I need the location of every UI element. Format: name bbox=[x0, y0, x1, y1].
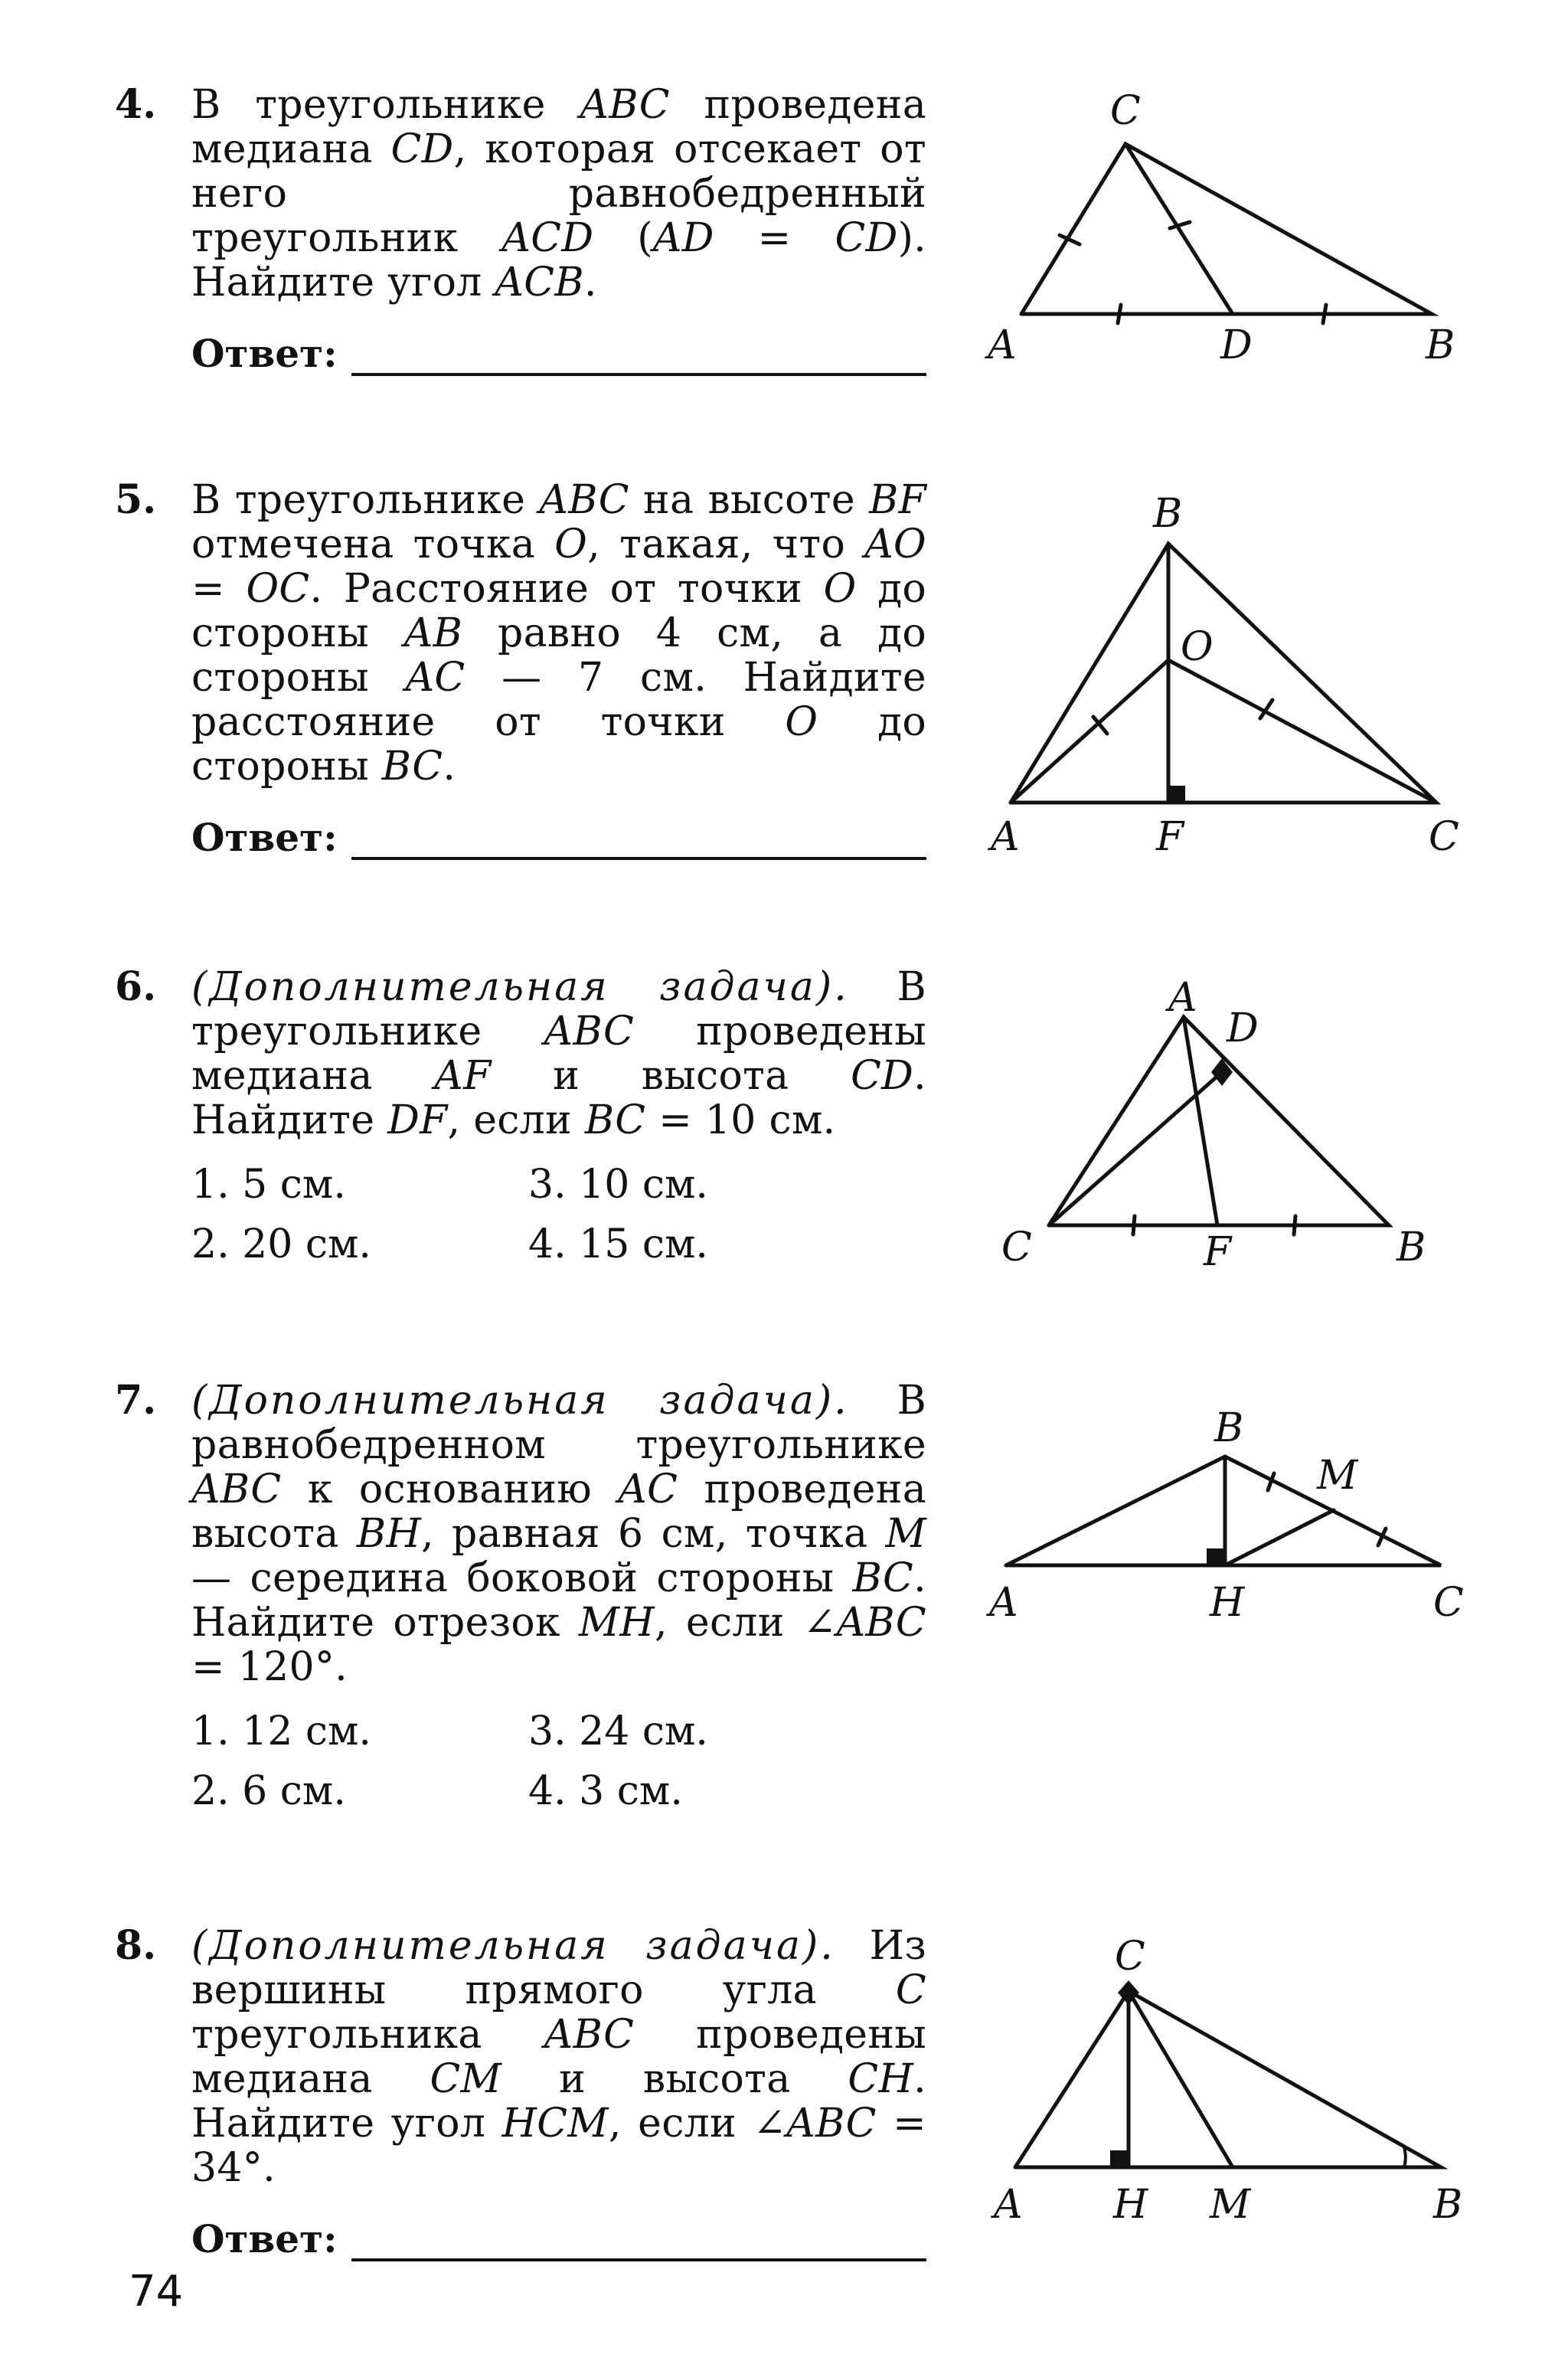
label-H: H bbox=[1113, 2182, 1148, 2228]
problem-number: 6. bbox=[115, 963, 157, 1010]
answer-label: Ответ: bbox=[191, 331, 338, 376]
problem-number: 8. bbox=[115, 1922, 157, 1969]
label-A: A bbox=[1168, 975, 1197, 1021]
answer-field[interactable] bbox=[191, 2216, 926, 2261]
problem-text: В треугольнике ABC на высоте BF отмечена точка O, такая, что AO = OC. Расстояние от точки O до стороны AB равно 4 см, а до стороны AC — 7 см. Найдите расстояние от точки O до стороны BC. bbox=[191, 477, 927, 790]
answer-line[interactable] bbox=[351, 823, 926, 860]
label-A: A bbox=[991, 814, 1020, 860]
problem-text: В треугольнике ABC проведена медиана CD, которая отсекает от него равнобедренный треугольник ACD (AD = CD). Найдите угол ACB. bbox=[191, 82, 927, 306]
label-C: C bbox=[1433, 1580, 1464, 1626]
label-H: H bbox=[1210, 1580, 1245, 1626]
figure-4 bbox=[972, 84, 1508, 375]
extra-task-label: (Дополнительная задача). bbox=[191, 1923, 835, 1969]
page-number: 74 bbox=[129, 2267, 184, 2317]
label-B: B bbox=[1214, 1405, 1244, 1451]
problem-text bbox=[191, 1924, 926, 2190]
label-C: C bbox=[1110, 88, 1141, 134]
problem-text bbox=[191, 965, 926, 1143]
problem-text bbox=[191, 1378, 926, 1689]
extra-task-label: (Дополнительная задача). bbox=[191, 1378, 849, 1424]
label-C: C bbox=[1001, 1225, 1032, 1270]
label-B: B bbox=[1396, 1225, 1426, 1270]
label-B: B bbox=[1426, 322, 1455, 368]
option[interactable]: 4. 3 см. bbox=[528, 1768, 683, 1814]
label-M: M bbox=[1317, 1453, 1358, 1499]
label-D: D bbox=[1227, 1006, 1259, 1051]
answer-field[interactable] bbox=[191, 331, 926, 376]
problem-4 bbox=[115, 83, 926, 376]
answer-field[interactable] bbox=[191, 815, 926, 860]
label-F: F bbox=[1156, 814, 1184, 860]
problem-number: 7. bbox=[115, 1377, 157, 1424]
option[interactable]: 3. 10 см. bbox=[528, 1162, 708, 1208]
label-O: O bbox=[1181, 624, 1214, 670]
option[interactable]: 2. 20 см. bbox=[191, 1221, 371, 1267]
answer-line[interactable] bbox=[351, 339, 926, 376]
figure-8 bbox=[972, 1930, 1508, 2251]
option[interactable]: 4. 15 см. bbox=[528, 1221, 708, 1267]
label-A: A bbox=[988, 322, 1017, 368]
option[interactable]: 3. 24 см. bbox=[528, 1709, 708, 1754]
option[interactable]: 1. 12 см. bbox=[191, 1709, 371, 1754]
label-B: B bbox=[1153, 491, 1183, 537]
answer-label: Ответ: bbox=[191, 2216, 338, 2261]
problem-body: Из вершины прямого угла C треугольника ABC проведены медиана CM и высота CH. Найдите угол HCM, если ∠ABC = 34°. bbox=[191, 1923, 926, 2191]
answer-options bbox=[191, 1709, 926, 1813]
option[interactable]: 2. 6 см. bbox=[191, 1768, 346, 1814]
label-D: D bbox=[1220, 322, 1253, 368]
figure-6 bbox=[972, 965, 1508, 1287]
problem-body: В треугольнике ABC проведены медиана AF и высота CD. Найдите DF, если BC = 10 см. bbox=[191, 964, 926, 1143]
label-M: M bbox=[1210, 2182, 1251, 2228]
label-F: F bbox=[1204, 1229, 1232, 1275]
problem-6 bbox=[115, 965, 926, 1267]
answer-line[interactable] bbox=[351, 2225, 926, 2261]
problem-5 bbox=[115, 478, 926, 860]
label-C: C bbox=[1429, 814, 1459, 860]
answer-label: Ответ: bbox=[191, 815, 338, 860]
problem-7 bbox=[115, 1378, 926, 1813]
label-B: B bbox=[1433, 2182, 1463, 2228]
label-A: A bbox=[989, 1580, 1018, 1626]
extra-task-label: (Дополнительная задача). bbox=[191, 964, 849, 1010]
option[interactable]: 1. 5 см. bbox=[191, 1162, 346, 1208]
label-C: C bbox=[1115, 1934, 1145, 1980]
figure-5 bbox=[972, 475, 1508, 873]
problem-number: 5. bbox=[115, 476, 157, 523]
label-A: A bbox=[994, 2182, 1023, 2228]
figure-7 bbox=[972, 1394, 1508, 1639]
answer-options bbox=[191, 1162, 926, 1267]
problem-8 bbox=[115, 1924, 926, 2261]
problem-number: 4. bbox=[115, 81, 157, 128]
problem-body: В равнобедренном треугольнике ABC к основанию AC проведена высота BH, равная 6 см, точка M — середина боковой стороны BC. Найдите отрезок MH, если ∠ABC = 120°. bbox=[191, 1378, 927, 1690]
